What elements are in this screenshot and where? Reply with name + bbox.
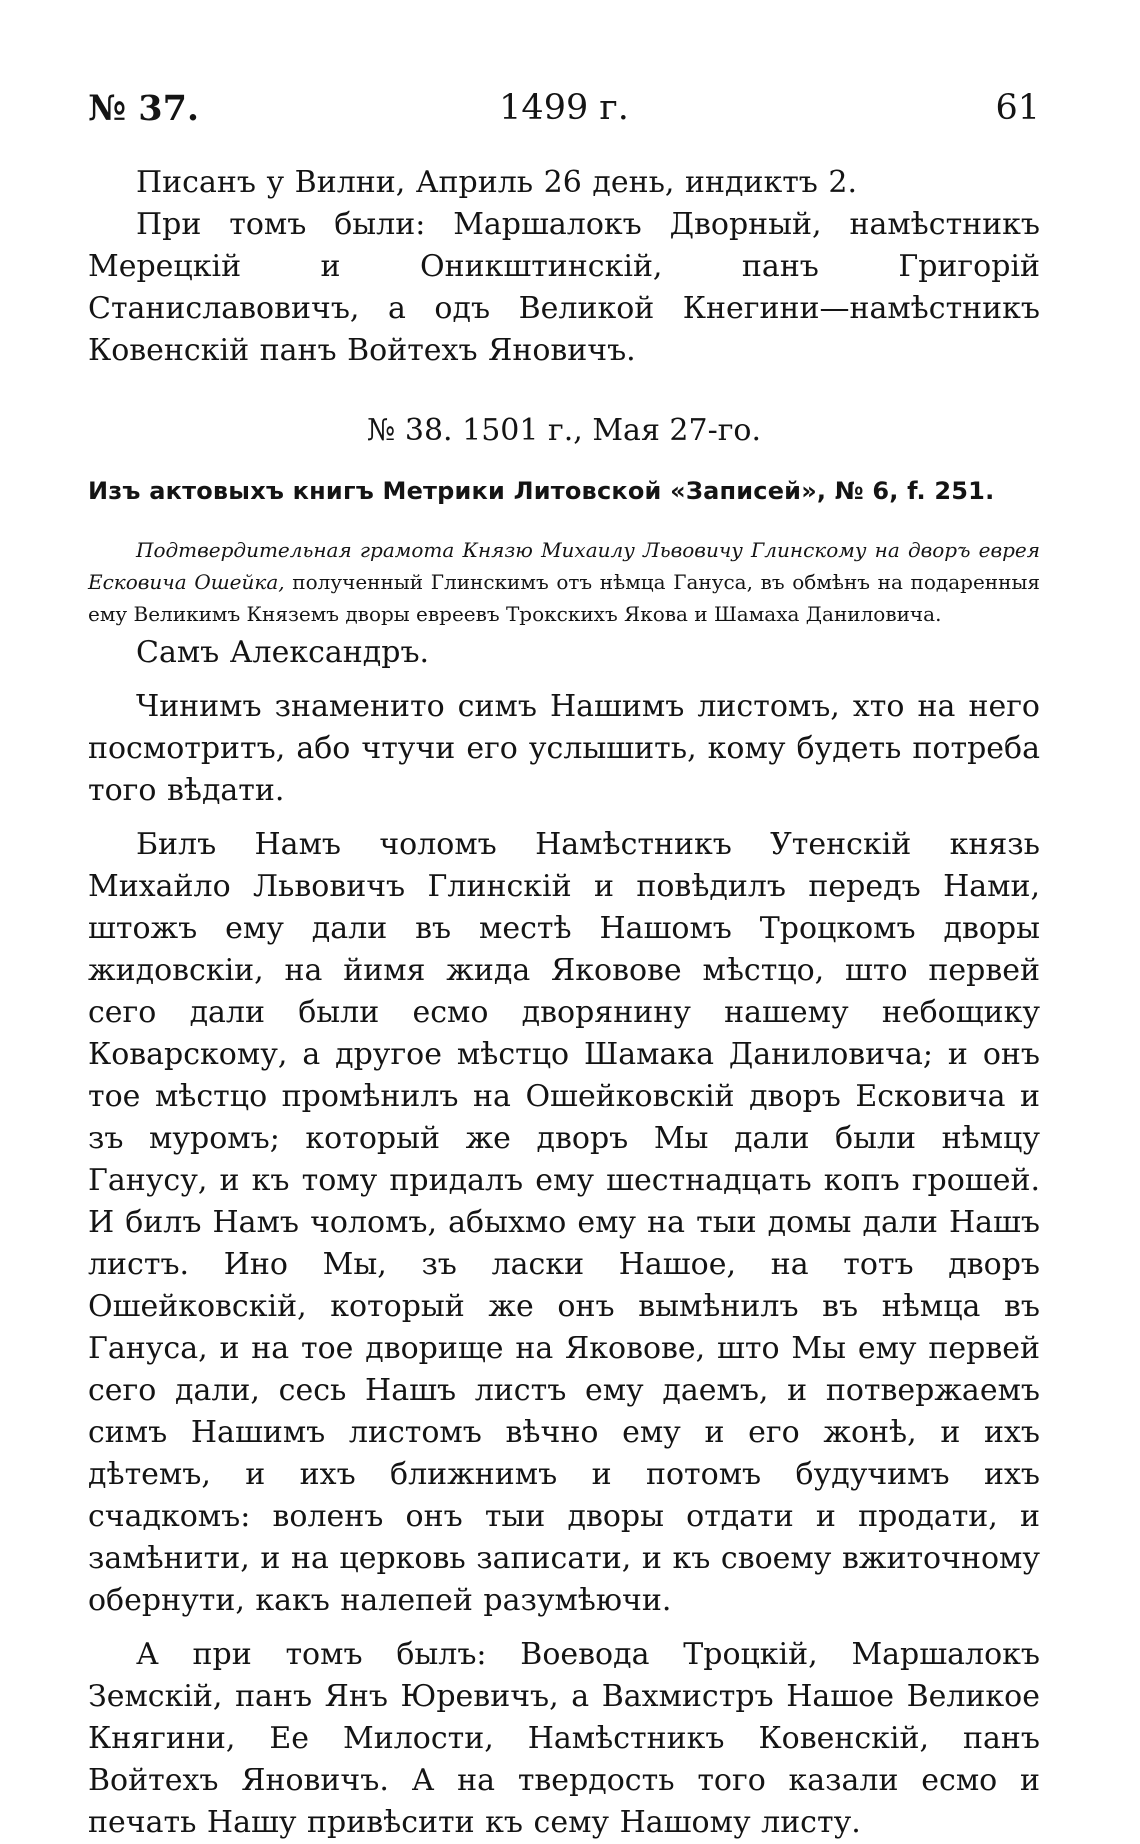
paragraph-3: А при томъ былъ: Воевода Троцкій, Маршалокъ Земскій, панъ Янъ Юревичъ, а Вахмистръ Нашое Великое Княгини, Ее Милости, Намѣстникъ Ковенскій, панъ Войтехъ Яновичъ. А на твердость того казали есмо и печать Нашу привѣсити къ сему Нашому листу. [88, 1637, 1040, 1840]
summary-italic: Подтвердительная грамота Князю Михаилу Львовичу Глинскому на дворъ еврея Есковича Ошейка, [88, 538, 1040, 594]
page-body [88, 162, 1040, 1844]
signature-line: Самъ Александръ. [136, 635, 430, 670]
summary-text: полученный Глинскимъ отъ нѣмца Гануса, въ обмѣнъ на подаренныя ему Великимъ Княземъ дворы евреевъ Трокскихъ Якова и Шамаха Даниловича. [88, 570, 1041, 626]
page-header [88, 88, 1040, 138]
section-title: № 38. 1501 г., Мая 27-го. [366, 413, 762, 448]
document-summary [88, 534, 1040, 630]
dating-line: Писанъ у Вилни, Априль 26 день, индиктъ 2. [136, 165, 858, 200]
document-number: № 37. [88, 88, 200, 129]
paragraph-1: Чинимъ знаменито симъ Нашимъ листомъ, хто на него посмотритъ, або чтучи его услышить, кому будеть потреба того вѣдати. [88, 689, 1040, 808]
document-year: 1499 г. [499, 88, 629, 128]
witnesses-paragraph: При томъ были: Маршалокъ Дворный, намѣстникъ Мерецкій и Оникштинскій, панъ Григорій Станиславовичъ, а одъ Великой Кнегини—намѣстникъ Ковенскій панъ Войтехъ Яновичъ. [88, 207, 1040, 368]
page-number: 61 [995, 88, 1040, 128]
paragraph-2: Билъ Намъ чоломъ Намѣстникъ Утенскій князь Михайло Львовичъ Глинскій и повѣдилъ передъ Нами, штожъ ему дали въ местѣ Нашомъ Троцкомъ дворы жидовскіи, на йимя жида Яковове мѣстцо, што первей сего дали были есмо дворянину нашему небощику Коварскому, а другое мѣстцо Шамака Даниловича; и онъ тое мѣстцо промѣнилъ на Ошейковскій дворъ Есковича и зъ муромъ; который же дворъ Мы дали были нѣмцу Ганусу, и къ тому придалъ ему шестнадцать копъ грошей. И билъ Намъ чоломъ, абыхмо ему на тыи домы дали Нашъ листъ. Ино Мы, зъ ласки Нашое, на тотъ дворъ Ошейковскій, который же онъ вымѣнилъ въ нѣмца въ Гануса, и на тое дворище на Яковове, што Мы ему первей сего дали, сесь Нашъ листъ ему даемъ, и потвержаемъ симъ Нашимъ листомъ вѣчно ему и его жонѣ, и ихъ дѣтемъ, и ихъ ближнимъ и потомъ будучимъ ихъ счадкомъ: воленъ онъ тыи дворы отдати и продати, и замѣнити, и на церковь записати, и къ своему вжиточному обернути, какъ налепей разумѣючи. [88, 827, 1040, 1618]
source-heading: Изъ актовыхъ книгъ Метрики Литовской «Записей», № 6, f. 251. [88, 477, 995, 505]
